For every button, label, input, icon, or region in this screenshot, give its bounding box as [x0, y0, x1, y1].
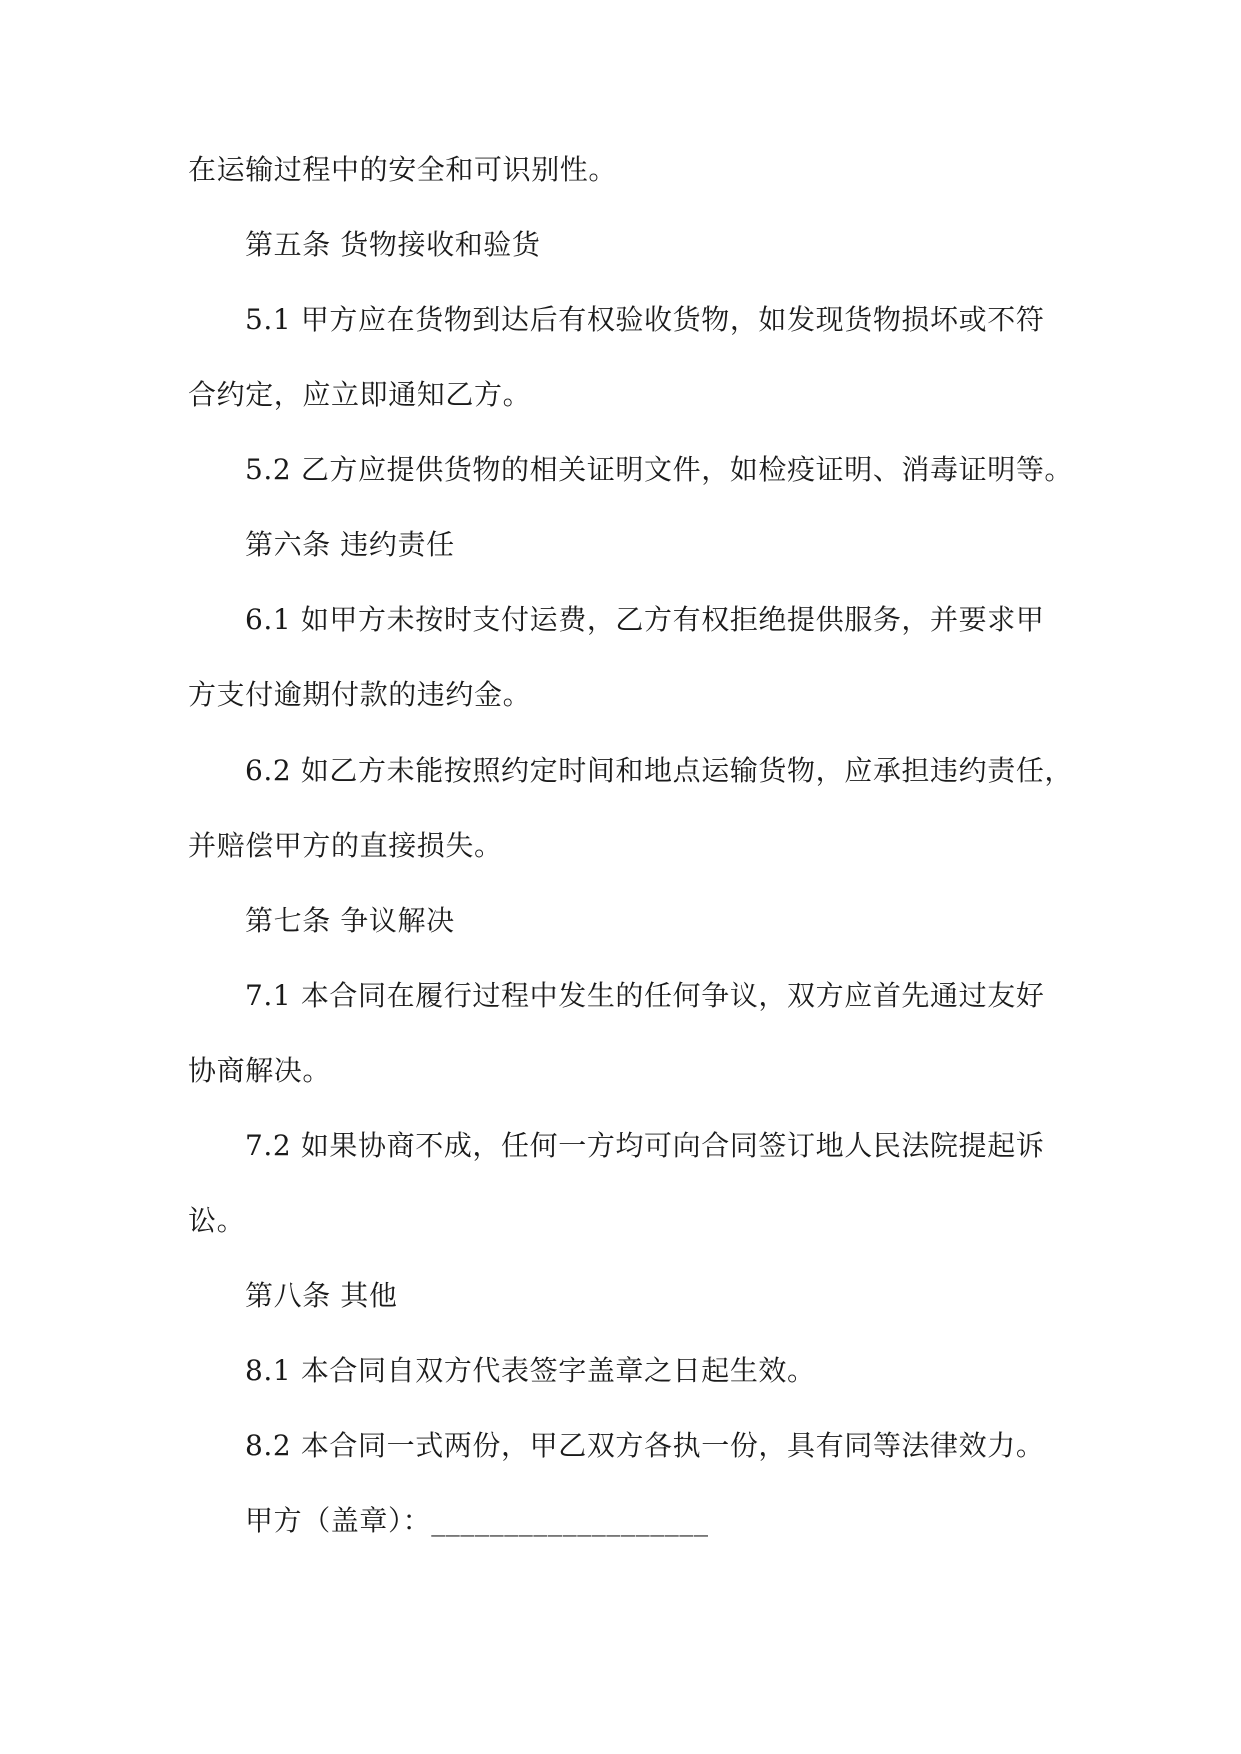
clause-8-1: 8.1 本合同自双方代表签字盖章之日起生效。 [245, 1354, 816, 1387]
clause-6-1-line-2: 方支付逾期付款的违约金。 [188, 678, 532, 711]
clause-5-1-line-1: 5.1 甲方应在货物到达后有权验收货物，如发现货物损坏或不符 [245, 303, 1045, 336]
party-a-seal-line: 甲方（盖章）：___________________ [245, 1504, 709, 1537]
clause-5-1-line-2: 合约定，应立即通知乙方。 [188, 378, 532, 411]
article-6-heading: 第六条 违约责任 [245, 528, 455, 561]
article-7-heading: 第七条 争议解决 [245, 904, 455, 937]
article-5-heading: 第五条 货物接收和验货 [245, 228, 541, 261]
paragraph-continuation: 在运输过程中的安全和可识别性。 [188, 153, 618, 186]
clause-6-2-line-1: 6.2 如乙方未能按照约定时间和地点运输货物，应承担违约责任， [245, 754, 1074, 787]
clause-7-2-line-1: 7.2 如果协商不成，任何一方均可向合同签订地人民法院提起诉 [245, 1129, 1045, 1162]
clause-7-1-line-2: 协商解决。 [188, 1054, 332, 1087]
article-8-heading: 第八条 其他 [245, 1279, 398, 1312]
clause-6-2-line-2: 并赔偿甲方的直接损失。 [188, 829, 503, 862]
clause-7-2-line-2: 讼。 [188, 1204, 246, 1237]
clause-8-2: 8.2 本合同一式两份，甲乙双方各执一份，具有同等法律效力。 [245, 1429, 1045, 1462]
clause-6-1-line-1: 6.1 如甲方未按时支付运费，乙方有权拒绝提供服务，并要求甲 [245, 603, 1045, 636]
clause-5-2: 5.2 乙方应提供货物的相关证明文件，如检疫证明、消毒证明等。 [245, 453, 1074, 486]
clause-7-1-line-1: 7.1 本合同在履行过程中发生的任何争议，双方应首先通过友好 [245, 979, 1045, 1012]
